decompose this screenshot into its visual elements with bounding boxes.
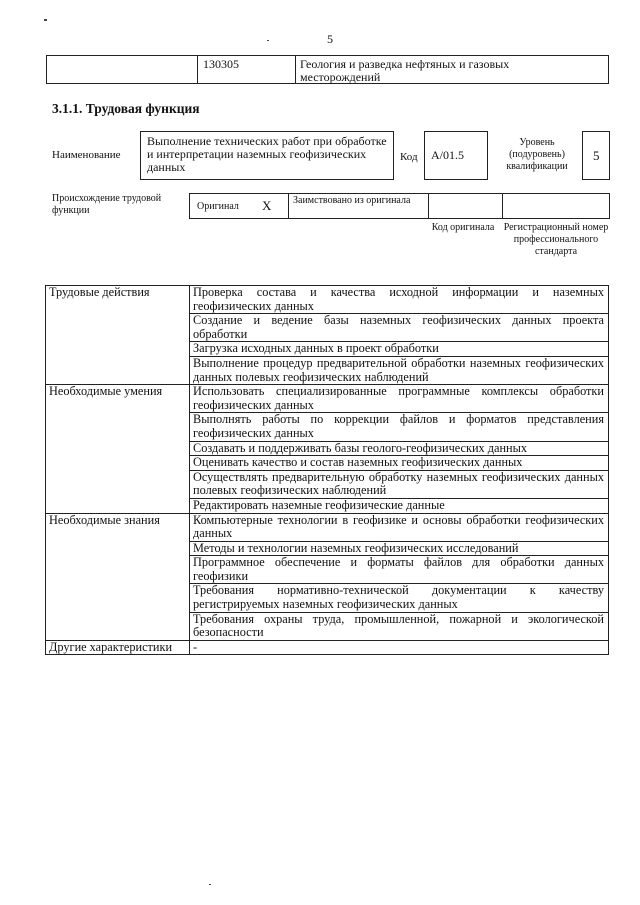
reg-number-caption: Регистрационный номер профессионального стандарта — [503, 222, 609, 257]
table-row — [46, 640, 609, 655]
table-cell: Компьютерные технологии в геофизике и основы обработки геофизических данных — [190, 513, 609, 541]
code-label: Код — [400, 151, 418, 163]
origin-row — [189, 193, 610, 219]
specialty-code: 130305 — [203, 57, 239, 71]
table-cell: Требования охраны труда, промышленной, пожарной и экологической безопасности — [190, 612, 609, 640]
level-label: Уровень (подуровень) квалификации — [506, 137, 568, 172]
table-cell: Создавать и поддерживать базы геолого-геофизических данных — [190, 441, 609, 456]
table-cell: Загрузка исходных данных в проект обработки — [190, 342, 609, 357]
table-cell: Осуществлять предварительную обработку наземных геофизических данных полевых геофизических наблюдений — [190, 470, 609, 498]
group-label-other: Другие характеристики — [46, 640, 190, 655]
group-label-actions: Трудовые действия — [46, 286, 190, 385]
table-cell: Оценивать качество и состав наземных геофизических данных — [190, 456, 609, 471]
table-cell: Выполнять работы по коррекции файлов и форматов представления геофизических данных — [190, 413, 609, 441]
table-cell: Методы и технологии наземных геофизических исследований — [190, 541, 609, 556]
section-title: 3.1.1. Трудовая функция — [52, 101, 200, 116]
borrowed-label: Заимствовано из оригинала — [293, 195, 411, 206]
function-name: Выполнение технических работ при обработке и интерпретации наземных геофизических данных — [147, 134, 387, 174]
function-name-box — [140, 131, 394, 180]
scan-artifact — [44, 19, 47, 21]
labor-function-table — [45, 285, 609, 655]
page-number: 5 — [327, 32, 333, 46]
original-mark: X — [262, 198, 272, 213]
table-row — [46, 513, 609, 541]
function-code-box — [424, 131, 488, 180]
table-cell: Создание и ведение базы наземных геофизических данных проекта обработки — [190, 314, 609, 342]
table-cell: Требования нормативно-технической документации к качеству регистрируемых наземных геофизических данных — [190, 584, 609, 612]
table-cell: Использовать специализированные программные комплексы обработки геофизических данных — [190, 385, 609, 413]
table-cell: Редактировать наземные геофизические данные — [190, 498, 609, 513]
table-cell: - — [190, 640, 609, 655]
group-label-skills: Необходимые умения — [46, 385, 190, 513]
original-label: Оригинал — [197, 201, 239, 212]
specialty-name: Геология и разведка нефтяных и газовых месторождений — [300, 57, 510, 84]
function-code: A/01.5 — [431, 148, 464, 162]
table-cell: Программное обеспечение и форматы файлов для обработки данных геофизики — [190, 556, 609, 584]
table-cell: Выполнение процедур предварительной обработки наземных геофизических данных полевых геофизических наблюдений — [190, 356, 609, 384]
scan-artifact — [267, 40, 269, 41]
table-cell: Проверка состава и качества исходной информации и наземных геофизических данных — [190, 286, 609, 314]
table-row — [46, 385, 609, 413]
scan-artifact — [209, 884, 211, 885]
level-value: 5 — [593, 148, 600, 163]
specialty-row — [46, 55, 609, 84]
name-label: Наименование — [52, 149, 121, 161]
group-label-knowledge: Необходимые знания — [46, 513, 190, 640]
level-box — [582, 131, 610, 180]
code-original-caption: Код оригинала — [431, 222, 495, 233]
table-row — [46, 286, 609, 314]
origin-label: Происхождение трудовой функции — [52, 193, 162, 216]
